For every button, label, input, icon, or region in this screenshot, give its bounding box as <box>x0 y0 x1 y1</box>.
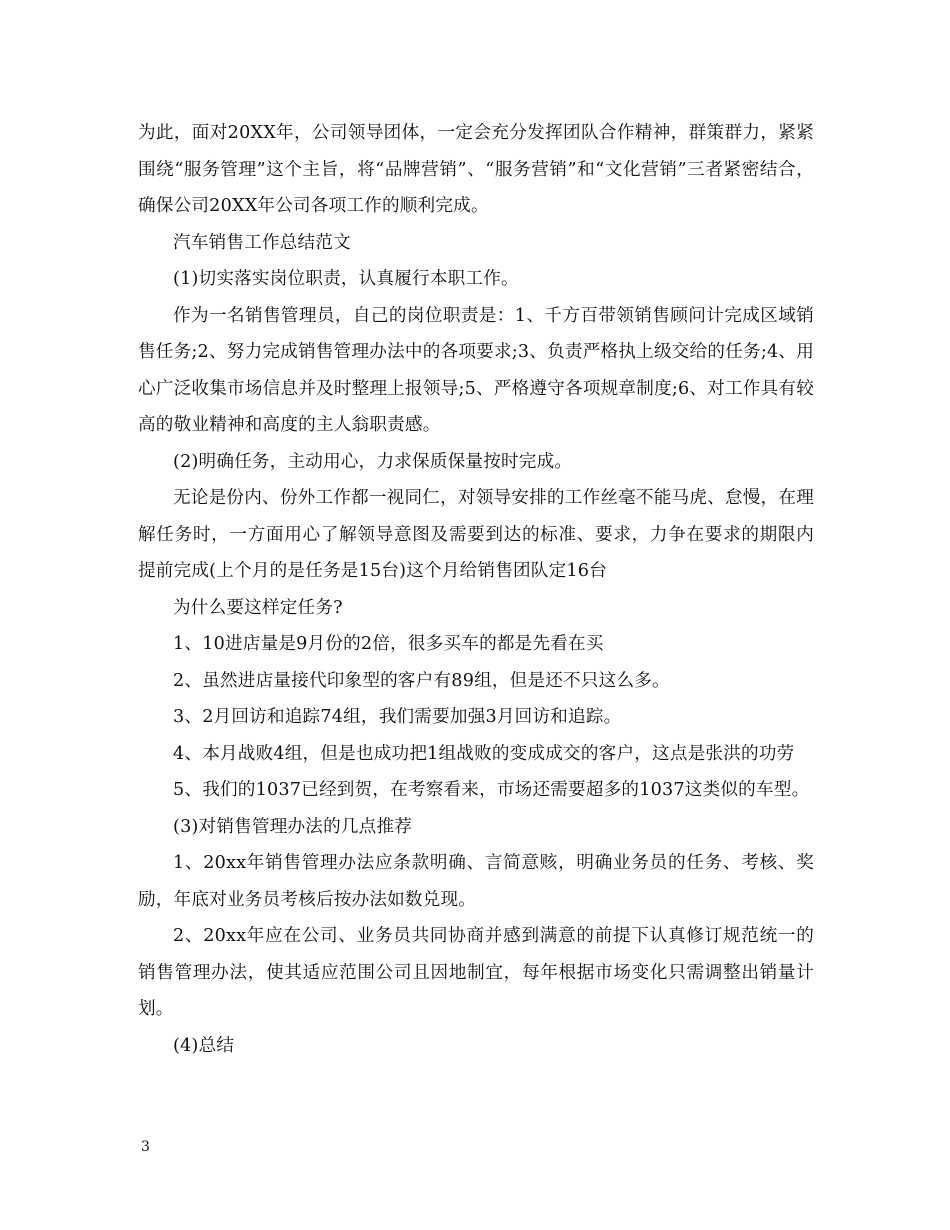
heading-2: (2)明确任务，主动用心，力求保质保量按时完成。 <box>173 451 573 472</box>
heading-4: (4)总结 <box>173 1035 235 1056</box>
question-line: 为什么要这样定任务? <box>173 597 343 618</box>
recommendation-1: 1、20xx年销售管理办法应条款明确、言简意赅，明确业务员的任务、考核、奖励，年底对业务员考核后按办法如数兑现。 <box>138 853 814 910</box>
list-item-1: 1、10进店量是9月份的2倍，很多买车的都是先看在买 <box>173 634 604 654</box>
list-item-2: 2、虽然进店量接代印象型的客户有89组，但是还不只这么多。 <box>173 670 670 691</box>
recommendation-2: 2、20xx年应在公司、业务员共同协商并感到满意的前提下认真修订规范统一的销售管理办法，使其适应范围公司且因地制宜，每年根据市场变化只需调整出销量计划。 <box>138 926 814 1019</box>
list-item-3: 3、2月回访和追踪74组，我们需要加强3月回访和追踪。 <box>173 707 622 727</box>
heading-3: (3)对销售管理办法的几点推荐 <box>173 816 413 837</box>
paragraph-3: 无论是份内、份外工作都一视同仁，对领导安排的工作丝毫不能马虎、怠慢，在理解任务时，一方面用心了解领导意图及需要到达的标准、要求，力争在要求的期限内提前完成(上个月的是任务是15台)这个月给销售团队定16台 <box>138 488 814 581</box>
paragraph-1: 为此，面对20XX年，公司领导团体，一定会充分发挥团队合作精神，群策群力，紧紧围绕“服务管理”这个主旨，将“品牌营销”、“服务营销”和“文化营销”三者紧密结合，确保公司20XX年公司各项工作的顺利完成。 <box>138 123 814 216</box>
document-body <box>138 115 814 1064</box>
paragraph-2: 作为一名销售管理员，自己的岗位职责是：1、千方百带领销售顾问计完成区域销售任务;2、努力完成销售管理办法中的各项要求;3、负责严格执上级交给的任务;4、用心广泛收集市场信息并及时整理上报领导;5、严格遵守各项规章制度;6、对工作具有较高的敬业精神和高度的主人翁职责感。 <box>138 305 814 435</box>
page-number: 3 <box>141 1139 150 1155</box>
section-title: 汽车销售工作总结范文 <box>173 232 351 253</box>
list-item-4: 4、本月战败4组，但是也成功把1组战败的变成成交的客户，这点是张洪的功劳 <box>173 743 795 764</box>
list-item-5: 5、我们的1037已经到贺，在考察看来，市场还需要超多的1037这类似的车型。 <box>173 780 810 800</box>
heading-1: (1)切实落实岗位职责，认真履行本职工作。 <box>173 269 519 289</box>
